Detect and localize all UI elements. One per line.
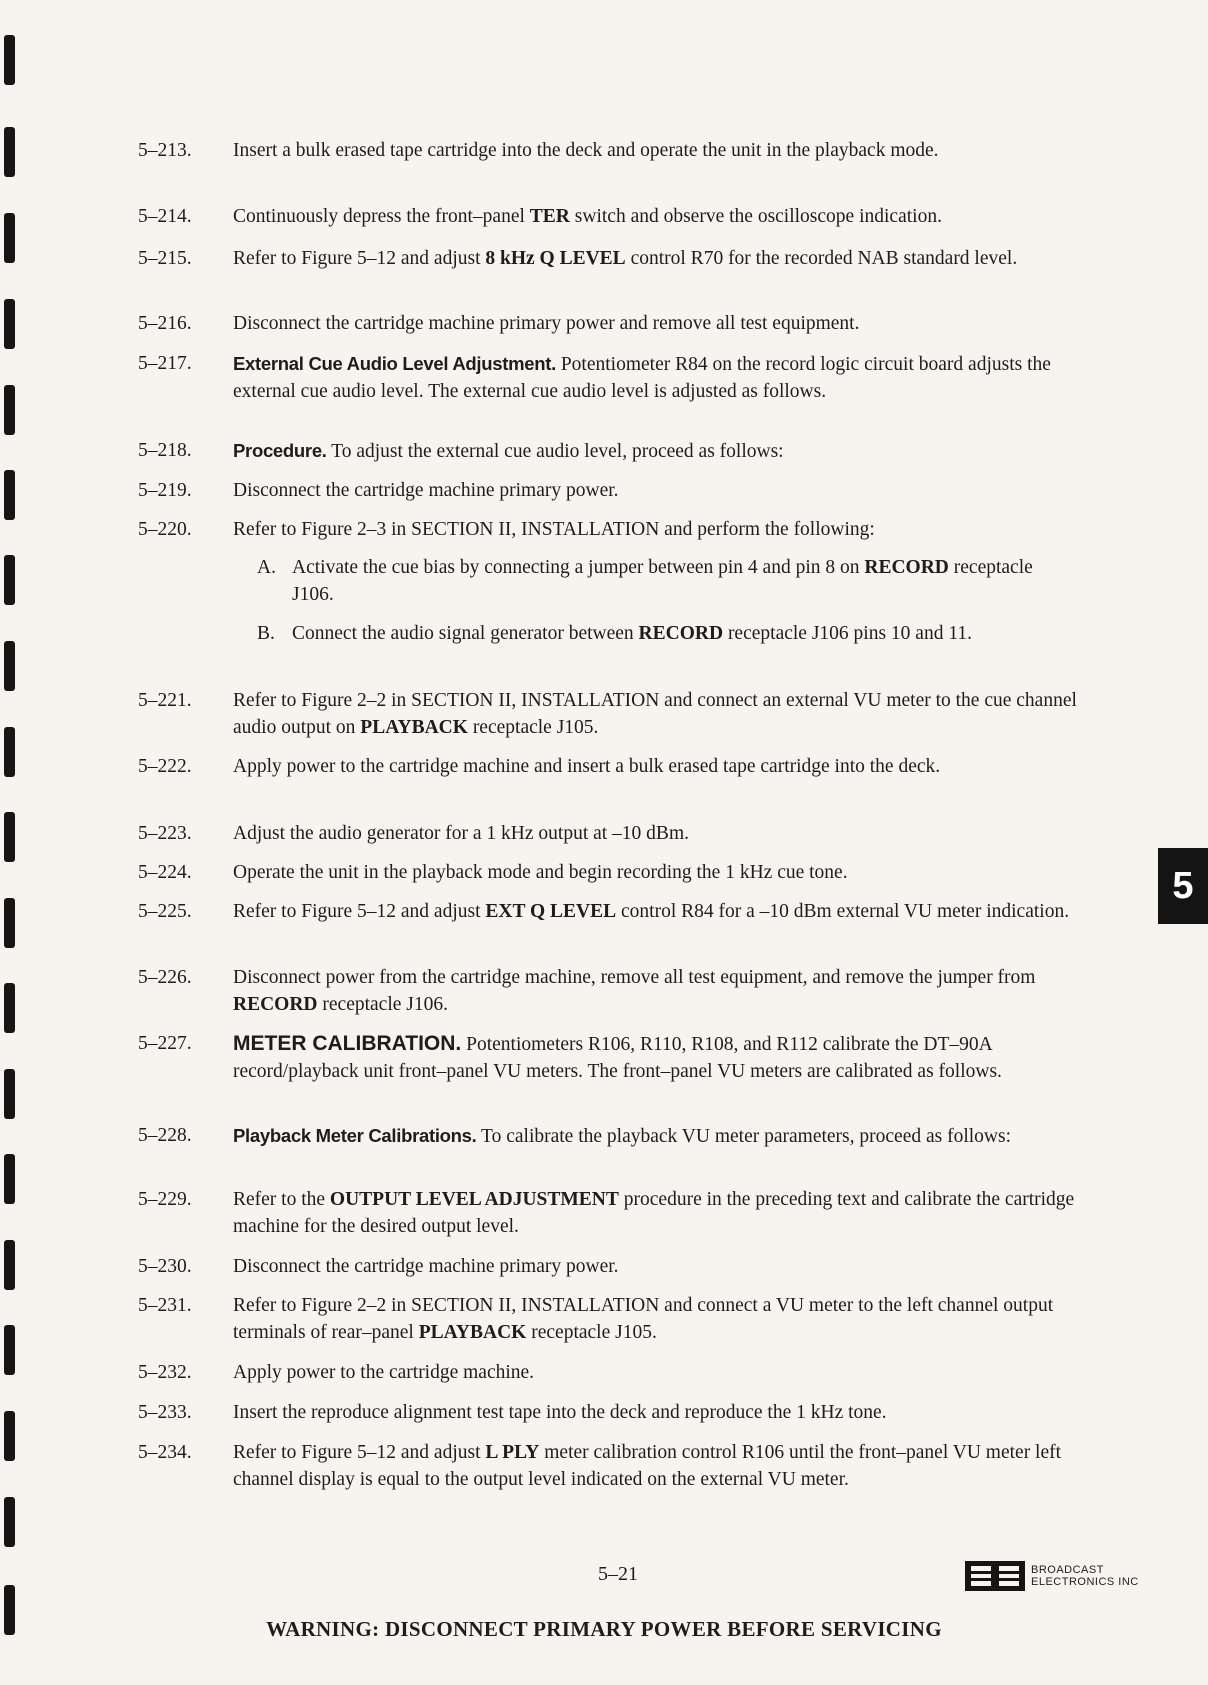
text-run: receptacle J105. bbox=[467, 717, 599, 738]
paragraph-number: 5–228. bbox=[138, 1125, 192, 1146]
binder-hole bbox=[4, 470, 15, 520]
paragraph-text bbox=[233, 859, 1083, 886]
paragraph bbox=[138, 1399, 1083, 1426]
paragraph bbox=[138, 350, 1083, 405]
binder-hole bbox=[4, 983, 15, 1033]
paragraph-number: 5–220. bbox=[138, 519, 192, 540]
paragraph-text bbox=[233, 1186, 1083, 1240]
text-run: receptacle J106. bbox=[317, 994, 448, 1015]
paragraph bbox=[138, 964, 1083, 1018]
page-number: 5–21 bbox=[598, 1563, 638, 1585]
paragraph-number: 5–221. bbox=[138, 690, 192, 711]
binder-hole bbox=[4, 213, 15, 263]
paragraph bbox=[138, 516, 1083, 543]
text-run: control R70 for the recorded NAB standard level. bbox=[625, 248, 1018, 269]
paragraph-text bbox=[233, 310, 1083, 337]
binder-hole bbox=[4, 1411, 15, 1461]
binder-hole bbox=[4, 385, 15, 435]
binder-hole bbox=[4, 127, 15, 177]
text-run: Adjust the audio generator for a 1 kHz output at –10 dBm. bbox=[233, 823, 689, 844]
paragraph-number: 5–233. bbox=[138, 1402, 192, 1423]
bold-term: EXT Q LEVEL bbox=[485, 901, 617, 922]
text-run: Potentiometer R84 on the record logic circuit board adjusts the external cue audio level. The external cue audio level is adjusted as follows. bbox=[233, 354, 1051, 402]
text-run: Disconnect the cartridge machine primary power. bbox=[233, 1256, 619, 1277]
paragraph-text bbox=[233, 477, 1083, 504]
paragraph-number: 5–231. bbox=[138, 1295, 192, 1316]
paragraph-text bbox=[233, 437, 1083, 465]
be-logo-mark bbox=[965, 1561, 1025, 1591]
paragraph-text bbox=[233, 137, 1083, 164]
binder-hole bbox=[4, 812, 15, 862]
paragraph bbox=[138, 477, 1083, 504]
paragraph-number: 5–218. bbox=[138, 440, 192, 461]
sub-item bbox=[257, 554, 1057, 608]
paragraph bbox=[138, 1253, 1083, 1280]
text-run: Apply power to the cartridge machine and insert a bulk erased tape cartridge into the deck. bbox=[233, 756, 941, 777]
paragraph bbox=[138, 1439, 1083, 1493]
bold-term: OUTPUT LEVEL ADJUSTMENT bbox=[329, 1189, 619, 1210]
paragraph-text bbox=[233, 203, 1083, 230]
paragraph-text bbox=[233, 1292, 1083, 1346]
binder-hole bbox=[4, 1154, 15, 1204]
binder-hole bbox=[4, 1325, 15, 1375]
text-run: Disconnect the cartridge machine primary power and remove all test equipment. bbox=[233, 313, 860, 334]
paragraph-text bbox=[233, 1399, 1083, 1426]
text-run: Refer to the bbox=[233, 1189, 330, 1210]
run-in-heading: METER CALIBRATION. bbox=[233, 1032, 462, 1055]
binder-hole bbox=[4, 641, 15, 691]
paragraph-text bbox=[233, 1030, 1083, 1085]
paragraph-text bbox=[233, 964, 1083, 1018]
paragraph-text bbox=[233, 898, 1083, 925]
text-run: Disconnect the cartridge machine primary power. bbox=[233, 480, 619, 501]
paragraph-text bbox=[233, 1439, 1083, 1493]
text-run: Refer to Figure 5–12 and adjust bbox=[233, 1442, 486, 1463]
bold-term: TER bbox=[529, 206, 570, 227]
paragraph-number: 5–225. bbox=[138, 901, 192, 922]
binder-hole bbox=[4, 1497, 15, 1547]
text-run: Activate the cue bias by connecting a jumper between pin 4 and pin 8 on bbox=[292, 557, 865, 578]
company-logo bbox=[965, 1561, 1139, 1591]
text-run: Disconnect power from the cartridge machine, remove all test equipment, and remove the jumper from bbox=[233, 967, 1036, 988]
text-run: Insert a bulk erased tape cartridge into the deck and operate the unit in the playback mode. bbox=[233, 140, 939, 161]
text-run: Continuously depress the front–panel bbox=[233, 206, 530, 227]
logo-line-1: BROADCAST bbox=[1031, 1564, 1104, 1576]
paragraph bbox=[138, 687, 1083, 741]
text-run: Insert the reproduce alignment test tape into the deck and reproduce the 1 kHz tone. bbox=[233, 1402, 887, 1423]
paragraph-number: 5–226. bbox=[138, 967, 192, 988]
paragraph-text bbox=[233, 1359, 1083, 1386]
paragraph bbox=[138, 1122, 1083, 1150]
paragraph bbox=[138, 203, 1083, 230]
run-in-heading: Procedure. bbox=[233, 440, 327, 461]
paragraph bbox=[138, 437, 1083, 465]
text-run: receptacle J105. bbox=[526, 1322, 657, 1343]
paragraph-number: 5–224. bbox=[138, 862, 192, 883]
paragraph-text bbox=[233, 245, 1083, 272]
text-run: Refer to Figure 2–2 in SECTION II, INSTALLATION and connect a VU meter to the left channel output terminals of rear–panel bbox=[233, 1295, 1054, 1343]
text-run: Refer to Figure 2–3 in SECTION II, INSTALLATION and perform the following: bbox=[233, 519, 875, 540]
text-run: control R84 for a –10 dBm external VU meter indication. bbox=[616, 901, 1070, 922]
text-run: Refer to Figure 2–2 in SECTION II, INSTALLATION and connect an external VU meter to the cue channel audio output on bbox=[233, 690, 1077, 738]
bold-term: RECORD bbox=[864, 557, 949, 578]
bold-term: RECORD bbox=[233, 994, 318, 1015]
binder-hole bbox=[4, 1240, 15, 1290]
text-run: Connect the audio signal generator between bbox=[292, 623, 639, 644]
text-run: Refer to Figure 5–12 and adjust bbox=[233, 248, 486, 269]
bold-term: RECORD bbox=[638, 623, 724, 644]
paragraph-text bbox=[233, 350, 1083, 405]
section-tab: 5 bbox=[1158, 848, 1208, 924]
text-run: receptacle J106. bbox=[292, 557, 1033, 605]
paragraph bbox=[138, 859, 1083, 886]
paragraph-text bbox=[233, 1122, 1083, 1150]
paragraph bbox=[138, 1359, 1083, 1386]
paragraph-number: 5–229. bbox=[138, 1189, 192, 1210]
run-in-heading: Playback Meter Calibrations. bbox=[233, 1125, 477, 1146]
text-run: procedure in the preceding text and calibrate the cartridge machine for the desired output level. bbox=[233, 1189, 1075, 1237]
paragraph-number: 5–214. bbox=[138, 206, 192, 227]
paragraph bbox=[138, 137, 1083, 164]
binder-hole bbox=[4, 1069, 15, 1119]
paragraph bbox=[138, 1030, 1083, 1085]
paragraph-number: 5–217. bbox=[138, 353, 192, 374]
bold-term: L PLY bbox=[485, 1442, 540, 1463]
paragraph bbox=[138, 310, 1083, 337]
warning-footer: WARNING: DISCONNECT PRIMARY POWER BEFORE SERVICING bbox=[266, 1617, 942, 1641]
logo-line-2: ELECTRONICS INC bbox=[1031, 1576, 1139, 1588]
logo-text bbox=[1031, 1564, 1139, 1588]
text-run: To adjust the external cue audio level, proceed as follows: bbox=[326, 441, 784, 462]
paragraph bbox=[138, 898, 1083, 925]
run-in-heading: External Cue Audio Level Adjustment. bbox=[233, 353, 556, 374]
sub-item bbox=[257, 620, 1057, 647]
paragraph-number: 5–232. bbox=[138, 1362, 192, 1383]
bold-term: PLAYBACK bbox=[360, 717, 468, 738]
bold-term: PLAYBACK bbox=[418, 1322, 527, 1343]
sub-item-letter: A. bbox=[257, 557, 276, 578]
paragraph-number: 5–234. bbox=[138, 1442, 192, 1463]
paragraph-number: 5–215. bbox=[138, 248, 192, 269]
binder-hole bbox=[4, 727, 15, 777]
paragraph-number: 5–219. bbox=[138, 480, 192, 501]
sub-item-text bbox=[292, 554, 1057, 608]
text-run: receptacle J106 pins 10 and 11. bbox=[723, 623, 972, 644]
paragraph bbox=[138, 1292, 1083, 1346]
paragraph-number: 5–230. bbox=[138, 1256, 192, 1277]
binder-hole bbox=[4, 35, 15, 85]
paragraph bbox=[138, 1186, 1083, 1240]
text-run: Apply power to the cartridge machine. bbox=[233, 1362, 535, 1383]
bold-term: 8 kHz Q LEVEL bbox=[485, 248, 626, 269]
text-run: Operate the unit in the playback mode and begin recording the 1 kHz cue tone. bbox=[233, 862, 848, 883]
paragraph-number: 5–223. bbox=[138, 823, 192, 844]
binder-hole bbox=[4, 555, 15, 605]
text-run: Refer to Figure 5–12 and adjust bbox=[233, 901, 486, 922]
text-run: Potentiometers R106, R110, R108, and R112 calibrate the DT–90A record/playback unit front–panel VU meters. The front–panel VU meters are calibrated as follows. bbox=[233, 1034, 1002, 1082]
paragraph-number: 5–216. bbox=[138, 313, 192, 334]
binder-hole bbox=[4, 898, 15, 948]
sub-item-letter: B. bbox=[257, 623, 275, 644]
paragraph bbox=[138, 245, 1083, 272]
paragraph-number: 5–222. bbox=[138, 756, 192, 777]
paragraph-text bbox=[233, 820, 1083, 847]
text-run: meter calibration control R106 until the front–panel VU meter left channel display is equal to the output level indicated on the external VU meter. bbox=[233, 1442, 1062, 1490]
paragraph-number: 5–227. bbox=[138, 1033, 192, 1054]
paragraph-text bbox=[233, 516, 1083, 543]
text-run: switch and observe the oscilloscope indication. bbox=[569, 206, 942, 227]
paragraph-text bbox=[233, 753, 1083, 780]
paragraph bbox=[138, 820, 1083, 847]
text-run: To calibrate the playback VU meter parameters, proceed as follows: bbox=[476, 1126, 1012, 1147]
paragraph-number: 5–213. bbox=[138, 140, 192, 161]
paragraph-text bbox=[233, 687, 1083, 741]
paragraph-text bbox=[233, 1253, 1083, 1280]
binder-hole bbox=[4, 299, 15, 349]
sub-item-text bbox=[292, 620, 1057, 647]
paragraph bbox=[138, 753, 1083, 780]
